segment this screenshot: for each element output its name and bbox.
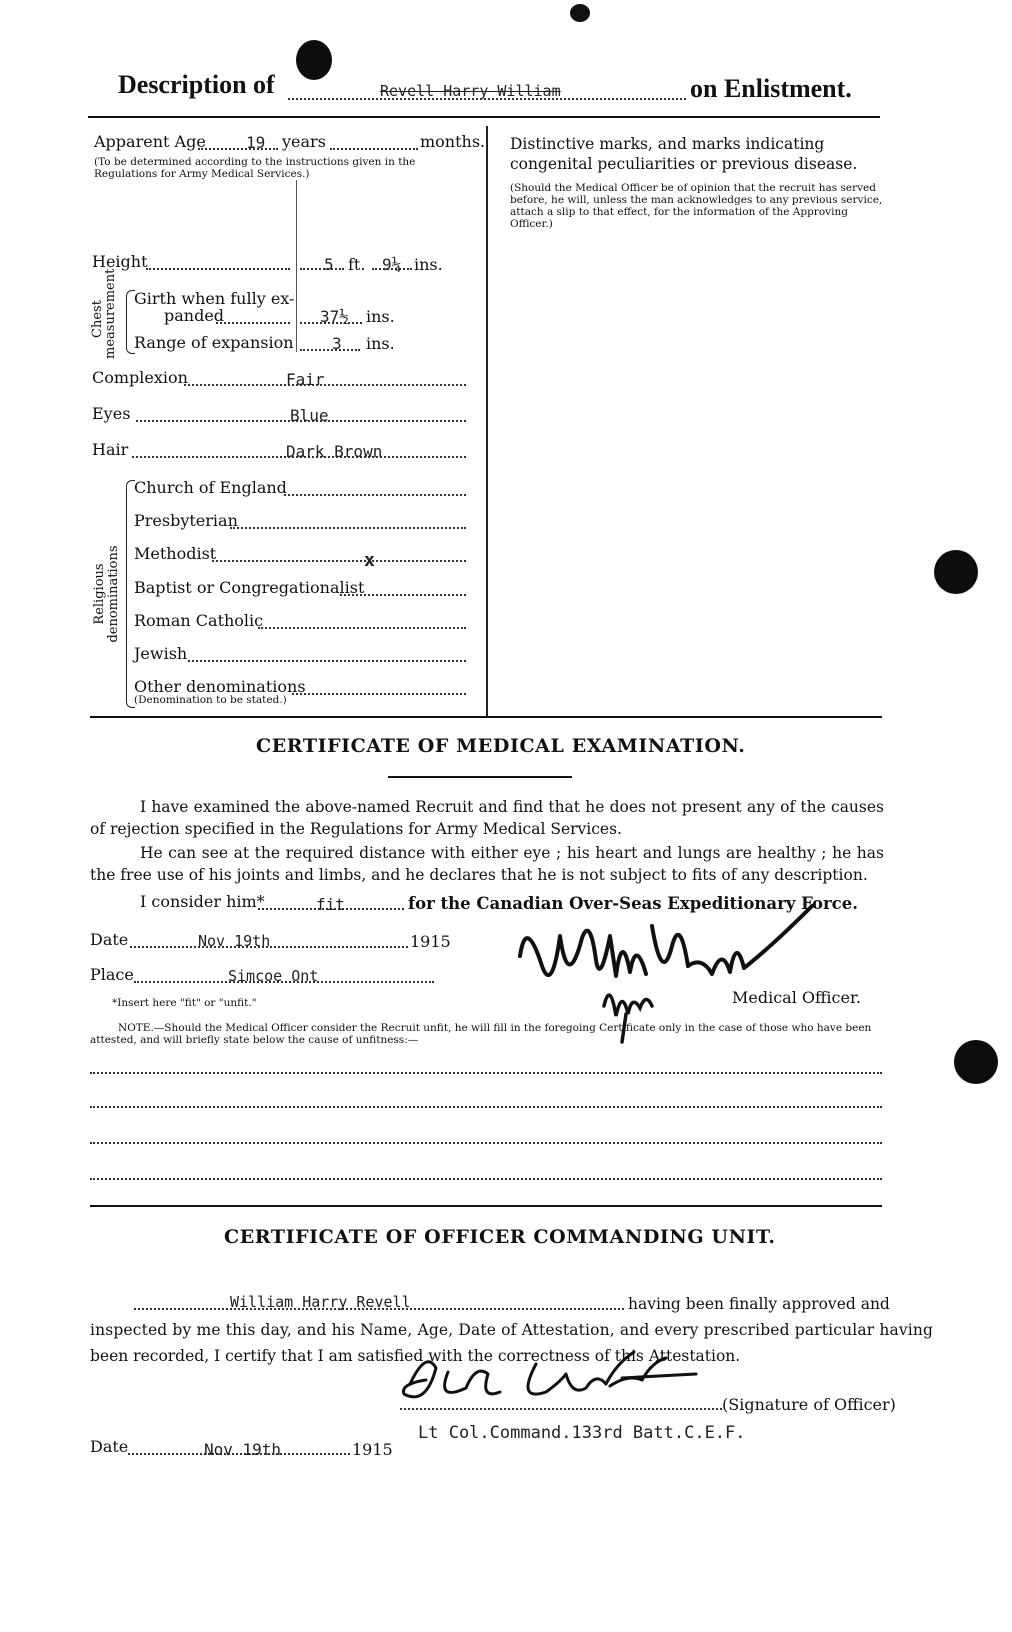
header-rule <box>88 116 880 118</box>
girth-label-line1: Girth when fully ex- <box>134 289 295 308</box>
distinctive-note: (Should the Medical Officer be of opinion that the recruit has served before, he will, unless the man acknowledges to any previous service, attach a slip to that effect, for the information of the Approving Officer.) <box>510 182 883 230</box>
religion-roman-catholic: Roman Catholic <box>134 611 264 630</box>
commanding-officer-signature <box>396 1344 706 1414</box>
punch-hole-right-lower <box>954 1040 998 1084</box>
range-value: 3 <box>332 334 342 353</box>
height-ins-label: ins. <box>414 255 443 274</box>
height-in-value: 9¼ <box>382 255 402 274</box>
unfit-line-3 <box>90 1142 882 1144</box>
co-year: 1915 <box>352 1440 393 1459</box>
girth-value: 37½ <box>320 307 349 326</box>
medical-year: 1915 <box>410 932 451 951</box>
distinctive-heading: Distinctive marks, and marks indicating congenital peculiarities or previous disease. <box>510 135 858 173</box>
religion-line-5 <box>258 627 466 629</box>
co-text-line1-end: having been finally approved and <box>628 1295 890 1313</box>
religion-baptist: Baptist or Congregationalist <box>134 578 365 597</box>
eyes-label: Eyes <box>92 404 131 423</box>
co-recruit-name: William Harry Revell <box>230 1293 411 1311</box>
medical-heading-rule <box>388 776 572 778</box>
unfit-line-1 <box>90 1072 882 1074</box>
medical-date-value: Nov 19th <box>198 932 271 950</box>
religion-methodist-mark: x <box>364 550 375 571</box>
girth-line-a <box>216 322 290 324</box>
other-denom-note: (Denomination to be stated.) <box>134 694 287 706</box>
measurement-divider <box>296 180 297 352</box>
ft-label: ft. <box>348 255 366 274</box>
religion-line-2 <box>230 527 466 529</box>
medical-para-1: I have examined the above-named Recruit and find that he does not present any of the causes of rejection specified in the Regulations for Army Medical Services. <box>90 798 884 838</box>
unfit-note: NOTE.—Should the Medical Officer consider the Recruit unfit, he will fill in the foregoing Certificate only in the case of those who have been attested, and will briefly state below the cause of unfitness:— <box>90 1022 872 1046</box>
religion-line-7 <box>292 693 466 695</box>
medical-date-label: Date <box>90 930 129 949</box>
months-line <box>330 148 418 150</box>
apparent-age-label: Apparent Age <box>94 132 206 151</box>
co-rank-value: Lt Col.Command.133rd Batt.C.E.F. <box>418 1423 746 1443</box>
co-date-value: Nov 19th <box>204 1440 282 1459</box>
range-line <box>300 349 360 351</box>
unfit-line-2 <box>90 1106 882 1108</box>
complexion-value: Fair <box>286 370 325 389</box>
punch-hole-right-upper <box>934 550 978 594</box>
religion-other: Other denominations <box>134 677 306 696</box>
medical-para-2: He can see at the required distance with either eye ; his heart and lungs are healthy ; he has the free use of his joints and limbs, and he declares that he is not subject to fits of any description. <box>90 844 884 884</box>
hair-value: Dark Brown <box>286 442 383 461</box>
header-title-right: on Enlistment. <box>690 74 852 103</box>
religion-line-6 <box>188 660 466 662</box>
section-rule-2 <box>90 1205 882 1207</box>
unfit-line-4 <box>90 1178 882 1180</box>
place-label: Place <box>90 965 134 984</box>
religion-line-3 <box>212 560 466 562</box>
complexion-line <box>184 384 466 386</box>
section-rule-1 <box>90 716 882 718</box>
consider-value: fit <box>316 895 345 914</box>
chest-group-label: Chest measurement <box>90 268 118 359</box>
co-signature-line <box>400 1408 722 1410</box>
age-line <box>198 148 278 150</box>
girth-ins-label: ins. <box>366 307 395 326</box>
column-divider <box>486 126 488 718</box>
ink-blot <box>570 4 590 22</box>
height-ft-value: 5 <box>324 255 334 274</box>
girth-label-line2: panded <box>164 306 225 325</box>
force-label: for the Canadian Over-Seas Expeditionary Force. <box>408 894 858 913</box>
co-text-line2: inspected by me this day, and his Name, Age, Date of Attestation, and every prescribed particular having <box>90 1321 934 1339</box>
header-recruit-name: Revell Harry William <box>380 82 561 100</box>
co-date-label: Date <box>90 1437 129 1456</box>
range-label: Range of expansion <box>134 333 294 352</box>
age-note: (To be determined according to the instructions given in the Regulations for Army Medical Services.) <box>94 156 416 180</box>
commanding-heading: CERTIFICATE OF OFFICER COMMANDING UNIT. <box>224 1226 776 1248</box>
header-name-line <box>288 98 686 100</box>
religion-jewish: Jewish <box>134 644 188 663</box>
medical-officer-label: Medical Officer. <box>732 988 861 1007</box>
hair-label: Hair <box>92 440 129 459</box>
header-title-left: Description of <box>118 70 275 99</box>
punch-hole-top <box>296 40 332 80</box>
range-ins-label: ins. <box>366 334 395 353</box>
religion-line-1 <box>284 494 466 496</box>
co-text-line3: been recorded, I certify that I am satisfied with the correctness of this Attestation. <box>90 1347 741 1365</box>
religion-methodist: Methodist <box>134 544 217 563</box>
apparent-age-value: 19 <box>246 133 266 152</box>
eyes-value: Blue <box>290 406 329 425</box>
height-ft-line <box>300 268 344 270</box>
insert-note: *Insert here "fit" or "unfit." <box>112 997 257 1009</box>
place-value: Simcoe Ont <box>228 967 319 985</box>
co-signature-label: (Signature of Officer) <box>722 1395 896 1414</box>
medical-heading: CERTIFICATE OF MEDICAL EXAMINATION. <box>256 735 746 757</box>
height-line <box>146 268 290 270</box>
height-label: Height <box>92 252 148 271</box>
months-label: months. <box>420 132 486 151</box>
religion-presbyterian: Presbyterian <box>134 511 238 530</box>
religion-line-4 <box>340 594 466 596</box>
years-label: years <box>282 132 326 151</box>
religion-group-label: Religious denominations <box>92 545 121 643</box>
complexion-label: Complexion <box>92 368 188 387</box>
consider-label: I consider him* <box>140 892 265 911</box>
religion-church-of-england: Church of England <box>134 478 287 497</box>
